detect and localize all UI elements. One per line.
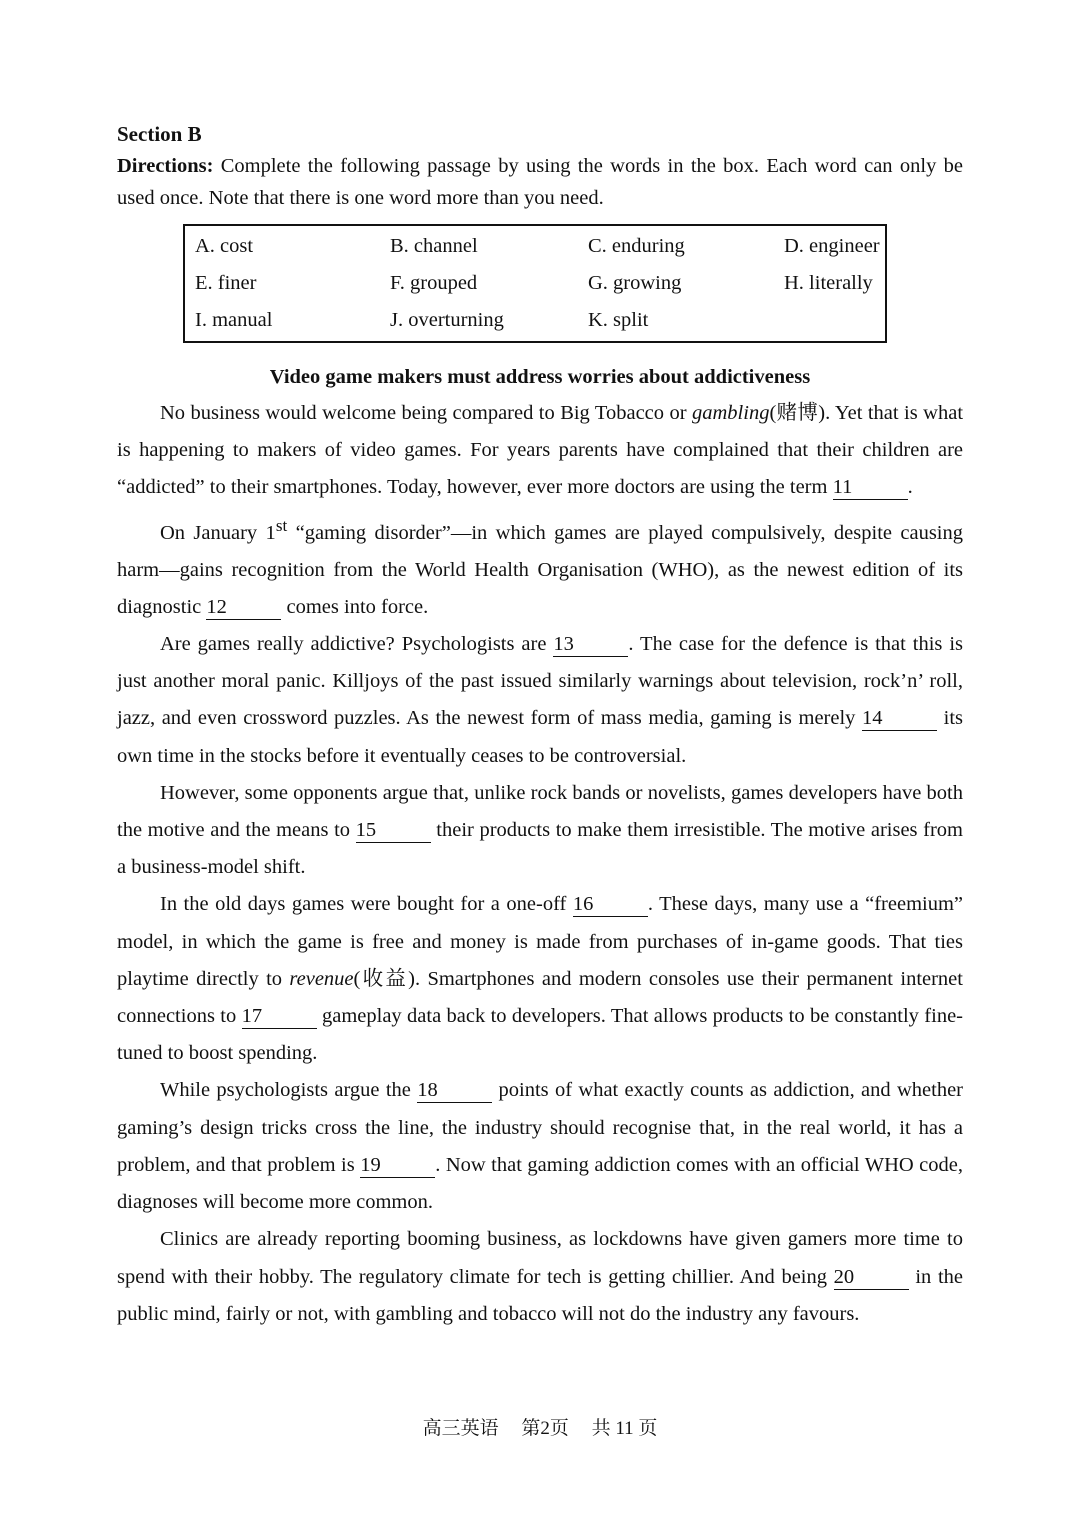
text-run: points of what exactly counts as addiction, and whether gaming’s design tricks cross the line, the industry should recognise that, in the real world, it has a problem, and that problem is <box>117 1079 964 1176</box>
footer-subject: 高三英语 <box>422 1418 499 1439</box>
text-run: comes into force. <box>281 595 429 618</box>
text-run: While psychologists argue the <box>160 1079 418 1102</box>
directions <box>117 150 963 214</box>
word-option: K. split <box>588 309 649 331</box>
word-option: E. finer <box>195 272 257 294</box>
text-run: No business would welcome being compared to Big Tobacco or <box>160 402 692 424</box>
blank-17[interactable]: 17 <box>242 1004 317 1029</box>
directions-text: Complete the following passage by using the words in the box. Each word can only be used once. Note that there is one word more than you need. <box>117 155 963 209</box>
text-run: Clinics are already reporting booming business, as lockdowns have given gamers more time to spend with their hobby. The regulatory climate for tech is getting chillier. And being <box>117 1228 963 1288</box>
text-run: “gaming disorder”—in which games are played compulsively, despite causing harm—gains recognition from the World Health Organisation (WHO), as the newest edition of its diagnostic <box>117 521 963 618</box>
word-option: J. overturning <box>390 309 504 331</box>
text-run: (赌博). Yet that is what is happening to makers of video games. For years parents have complained that their children are “addicted” to their smartphones. Today, however, ever more doctors are using the term <box>117 402 964 499</box>
footer-page-number: 第2页 <box>521 1418 569 1439</box>
word-option: F. grouped <box>390 272 478 294</box>
passage-title: Video game makers must address worries about addictiveness <box>269 366 811 388</box>
text-run: However, some opponents argue that, unlike rock bands or novelists, games developers have both the motive and the means to <box>117 781 963 842</box>
blank-12[interactable]: 12 <box>206 595 281 620</box>
text-run: . These days, many use a “freemium” model, in which the game is free and money is made from purchases of in-game goods. That ties playtime directly to <box>117 893 964 990</box>
word-option: I. manual <box>195 309 273 331</box>
blank-20[interactable]: 20 <box>834 1265 909 1290</box>
paragraph-2 <box>117 507 963 626</box>
blank-16[interactable]: 16 <box>573 892 648 917</box>
text-run: (收益). Smartphones and modern consoles use their permanent internet connections to <box>117 967 963 1028</box>
text-run: their products to make them irresistible. The motive arises from a business-model shift. <box>117 819 963 879</box>
text-run: its own time in the stocks before it eventually ceases to be controversial. <box>117 707 963 767</box>
word-option: C. enduring <box>588 235 685 257</box>
text-run: Are games really addictive? Psychologists are <box>160 633 554 656</box>
paragraph-6 <box>117 1072 963 1221</box>
text-run: gameplay data back to developers. That allows products to be constantly fine-tuned to boost spending. <box>117 1005 963 1065</box>
paragraph-1 <box>117 395 963 507</box>
blank-13[interactable]: 13 <box>553 632 628 657</box>
word-option: B. channel <box>390 235 478 257</box>
section-b <box>117 118 963 1333</box>
page-footer <box>0 1413 1080 1440</box>
text-run: On January 1 <box>160 521 276 544</box>
blank-18[interactable]: 18 <box>417 1078 492 1103</box>
word-box <box>183 224 887 343</box>
text-run: . The case for the defence is that this is just another moral panic. Killjoys of the past issued similarly warnings about television, rock’n’ roll, jazz, and even crossword puzzles. As the newest form of mass media, gaming is merely <box>117 633 964 730</box>
word-option: G. growing <box>588 272 682 294</box>
italic-term: revenue <box>289 967 354 990</box>
text-run: in the public mind, fairly or not, with gambling and tobacco will not do the industry any favours. <box>117 1265 963 1325</box>
paragraph-3 <box>117 626 963 775</box>
paragraph-5 <box>117 886 963 1072</box>
blank-15[interactable]: 15 <box>356 818 431 843</box>
section-title: Section B <box>117 122 202 146</box>
word-option: A. cost <box>195 235 254 257</box>
blank-19[interactable]: 19 <box>360 1153 435 1178</box>
blank-11[interactable]: 11 <box>833 475 908 500</box>
text-run: . <box>907 476 913 499</box>
word-option: D. engineer <box>784 235 880 257</box>
text-run: . Now that gaming addiction comes with an official WHO code, diagnoses will become more common. <box>117 1153 963 1214</box>
text-run: In the old days games were bought for a one-off <box>160 893 573 916</box>
superscript: st <box>275 515 288 535</box>
footer-total-pages: 共 11 页 <box>591 1418 658 1439</box>
blank-14[interactable]: 14 <box>862 706 937 731</box>
paragraph-4 <box>117 775 963 887</box>
directions-label: Directions: <box>117 155 214 177</box>
word-option: H. literally <box>784 272 873 294</box>
italic-term: gambling <box>692 402 770 424</box>
paragraph-7 <box>117 1221 963 1333</box>
